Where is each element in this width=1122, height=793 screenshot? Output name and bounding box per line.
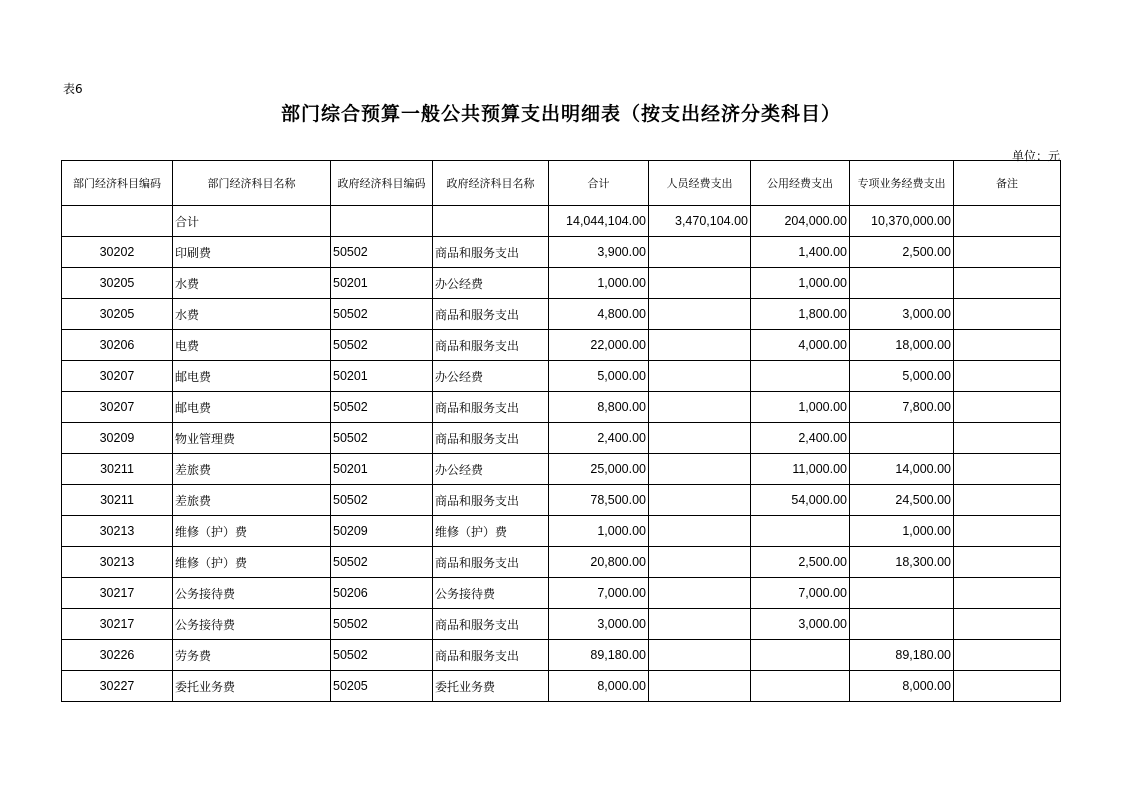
- special-cell: 10,370,000.00: [850, 206, 954, 237]
- remark-cell: [954, 299, 1061, 330]
- gov-name-cell: 商品和服务支出: [433, 640, 549, 671]
- gov-name-cell: 商品和服务支出: [433, 392, 549, 423]
- unit-label: 单位：元: [1011, 149, 1060, 163]
- gov-code-cell: 50502: [331, 485, 433, 516]
- gov-name-cell: 商品和服务支出: [433, 485, 549, 516]
- dept-code-cell: 30206: [62, 330, 173, 361]
- gov-name-cell: 办公经费: [433, 361, 549, 392]
- document-title: 部门综合预算一般公共预算支出明细表（按支出经济分类科目）: [280, 103, 841, 125]
- remark-cell: [954, 547, 1061, 578]
- gov-code-cell: 50201: [331, 454, 433, 485]
- gov-code-cell: 50502: [331, 609, 433, 640]
- public-cell: 204,000.00: [751, 206, 850, 237]
- dept-name-cell: 合计: [173, 206, 331, 237]
- header-remark: 备注: [954, 161, 1061, 206]
- table-row: [62, 423, 1061, 454]
- total-cell: 5,000.00: [549, 361, 649, 392]
- remark-cell: [954, 392, 1061, 423]
- dept-name-cell: 劳务费: [173, 640, 331, 671]
- total-row: [62, 206, 1061, 237]
- table-row: [62, 392, 1061, 423]
- table-body: [62, 206, 1061, 702]
- remark-cell: [954, 609, 1061, 640]
- gov-code-cell: 50209: [331, 516, 433, 547]
- dept-code-cell: 30226: [62, 640, 173, 671]
- dept-code-cell: 30227: [62, 671, 173, 702]
- special-cell: 24,500.00: [850, 485, 954, 516]
- gov-name-cell: 公务接待费: [433, 578, 549, 609]
- special-cell: 3,000.00: [850, 299, 954, 330]
- gov-code-cell: [331, 206, 433, 237]
- table-row: [62, 299, 1061, 330]
- dept-name-cell: 物业管理费: [173, 423, 331, 454]
- personnel-cell: [649, 578, 751, 609]
- remark-cell: [954, 330, 1061, 361]
- public-cell: 2,500.00: [751, 547, 850, 578]
- dept-code-cell: 30213: [62, 547, 173, 578]
- gov-code-cell: 50205: [331, 671, 433, 702]
- personnel-cell: [649, 361, 751, 392]
- remark-cell: [954, 423, 1061, 454]
- dept-code-cell: 30217: [62, 578, 173, 609]
- remark-cell: [954, 454, 1061, 485]
- total-cell: 8,000.00: [549, 671, 649, 702]
- dept-code-cell: [62, 206, 173, 237]
- dept-code-cell: 30217: [62, 609, 173, 640]
- header-gov-code: 政府经济科目编码: [331, 161, 433, 206]
- dept-code-cell: 30213: [62, 516, 173, 547]
- personnel-cell: [649, 268, 751, 299]
- special-cell: 18,000.00: [850, 330, 954, 361]
- public-cell: 3,000.00: [751, 609, 850, 640]
- gov-name-cell: 委托业务费: [433, 671, 549, 702]
- dept-code-cell: 30207: [62, 361, 173, 392]
- gov-name-cell: 商品和服务支出: [433, 299, 549, 330]
- gov-code-cell: 50502: [331, 640, 433, 671]
- header-public: 公用经费支出: [751, 161, 850, 206]
- header-total: 合计: [549, 161, 649, 206]
- public-cell: 4,000.00: [751, 330, 850, 361]
- dept-code-cell: 30211: [62, 485, 173, 516]
- public-cell: 11,000.00: [751, 454, 850, 485]
- table-number: 表6: [63, 82, 83, 96]
- remark-cell: [954, 578, 1061, 609]
- gov-code-cell: 50502: [331, 237, 433, 268]
- public-cell: 2,400.00: [751, 423, 850, 454]
- personnel-cell: [649, 299, 751, 330]
- dept-name-cell: 水费: [173, 268, 331, 299]
- gov-name-cell: 商品和服务支出: [433, 547, 549, 578]
- personnel-cell: [649, 392, 751, 423]
- remark-cell: [954, 485, 1061, 516]
- special-cell: [850, 609, 954, 640]
- total-cell: 8,800.00: [549, 392, 649, 423]
- gov-code-cell: 50502: [331, 392, 433, 423]
- remark-cell: [954, 206, 1061, 237]
- public-cell: [751, 671, 850, 702]
- table-row: [62, 547, 1061, 578]
- total-cell: 14,044,104.00: [549, 206, 649, 237]
- special-cell: 5,000.00: [850, 361, 954, 392]
- special-cell: [850, 423, 954, 454]
- public-cell: [751, 516, 850, 547]
- dept-name-cell: 维修（护）费: [173, 547, 331, 578]
- table-row: [62, 237, 1061, 268]
- public-cell: 7,000.00: [751, 578, 850, 609]
- dept-code-cell: 30202: [62, 237, 173, 268]
- remark-cell: [954, 268, 1061, 299]
- dept-name-cell: 印刷费: [173, 237, 331, 268]
- personnel-cell: [649, 485, 751, 516]
- remark-cell: [954, 640, 1061, 671]
- total-cell: 4,800.00: [549, 299, 649, 330]
- dept-name-cell: 差旅费: [173, 454, 331, 485]
- dept-code-cell: 30205: [62, 299, 173, 330]
- header-gov-name: 政府经济科目名称: [433, 161, 549, 206]
- dept-name-cell: 维修（护）费: [173, 516, 331, 547]
- special-cell: 7,800.00: [850, 392, 954, 423]
- total-cell: 25,000.00: [549, 454, 649, 485]
- personnel-cell: [649, 671, 751, 702]
- table-row: [62, 454, 1061, 485]
- table-row: [62, 640, 1061, 671]
- table-row: [62, 516, 1061, 547]
- gov-code-cell: 50502: [331, 423, 433, 454]
- table-row: [62, 268, 1061, 299]
- public-cell: 1,800.00: [751, 299, 850, 330]
- personnel-cell: [649, 640, 751, 671]
- personnel-cell: [649, 609, 751, 640]
- gov-code-cell: 50502: [331, 299, 433, 330]
- table-row: [62, 330, 1061, 361]
- total-cell: 1,000.00: [549, 516, 649, 547]
- gov-code-cell: 50201: [331, 268, 433, 299]
- dept-name-cell: 邮电费: [173, 361, 331, 392]
- gov-name-cell: 商品和服务支出: [433, 423, 549, 454]
- gov-name-cell: 维修（护）费: [433, 516, 549, 547]
- gov-name-cell: 办公经费: [433, 454, 549, 485]
- dept-code-cell: 30207: [62, 392, 173, 423]
- gov-name-cell: 商品和服务支出: [433, 237, 549, 268]
- dept-code-cell: 30211: [62, 454, 173, 485]
- dept-name-cell: 邮电费: [173, 392, 331, 423]
- dept-name-cell: 公务接待费: [173, 609, 331, 640]
- special-cell: 14,000.00: [850, 454, 954, 485]
- gov-code-cell: 50502: [331, 330, 433, 361]
- dept-code-cell: 30205: [62, 268, 173, 299]
- total-cell: 7,000.00: [549, 578, 649, 609]
- gov-name-cell: 办公经费: [433, 268, 549, 299]
- public-cell: [751, 361, 850, 392]
- public-cell: 1,000.00: [751, 268, 850, 299]
- personnel-cell: [649, 330, 751, 361]
- header-dept-name: 部门经济科目名称: [173, 161, 331, 206]
- gov-code-cell: 50201: [331, 361, 433, 392]
- header-dept-code: 部门经济科目编码: [62, 161, 173, 206]
- dept-code-cell: 30209: [62, 423, 173, 454]
- remark-cell: [954, 237, 1061, 268]
- total-cell: 3,900.00: [549, 237, 649, 268]
- total-cell: 1,000.00: [549, 268, 649, 299]
- remark-cell: [954, 361, 1061, 392]
- gov-name-cell: 商品和服务支出: [433, 609, 549, 640]
- table-row: [62, 361, 1061, 392]
- total-cell: 3,000.00: [549, 609, 649, 640]
- personnel-cell: [649, 547, 751, 578]
- gov-name-cell: 商品和服务支出: [433, 330, 549, 361]
- header-row: [62, 161, 1061, 206]
- special-cell: [850, 268, 954, 299]
- dept-name-cell: 公务接待费: [173, 578, 331, 609]
- public-cell: 54,000.00: [751, 485, 850, 516]
- gov-code-cell: 50502: [331, 547, 433, 578]
- special-cell: [850, 578, 954, 609]
- header-personnel: 人员经费支出: [649, 161, 751, 206]
- special-cell: 18,300.00: [850, 547, 954, 578]
- gov-name-cell: [433, 206, 549, 237]
- remark-cell: [954, 671, 1061, 702]
- budget-table: [61, 160, 1061, 702]
- table-row: [62, 671, 1061, 702]
- personnel-cell: [649, 454, 751, 485]
- dept-name-cell: 电费: [173, 330, 331, 361]
- remark-cell: [954, 516, 1061, 547]
- special-cell: 2,500.00: [850, 237, 954, 268]
- public-cell: [751, 640, 850, 671]
- personnel-cell: 3,470,104.00: [649, 206, 751, 237]
- table-row: [62, 485, 1061, 516]
- personnel-cell: [649, 237, 751, 268]
- table-row: [62, 578, 1061, 609]
- total-cell: 78,500.00: [549, 485, 649, 516]
- total-cell: 89,180.00: [549, 640, 649, 671]
- total-cell: 2,400.00: [549, 423, 649, 454]
- header-special: 专项业务经费支出: [850, 161, 954, 206]
- special-cell: 89,180.00: [850, 640, 954, 671]
- dept-name-cell: 水费: [173, 299, 331, 330]
- dept-name-cell: 差旅费: [173, 485, 331, 516]
- public-cell: 1,400.00: [751, 237, 850, 268]
- total-cell: 20,800.00: [549, 547, 649, 578]
- gov-code-cell: 50206: [331, 578, 433, 609]
- personnel-cell: [649, 516, 751, 547]
- special-cell: 8,000.00: [850, 671, 954, 702]
- special-cell: 1,000.00: [850, 516, 954, 547]
- public-cell: 1,000.00: [751, 392, 850, 423]
- dept-name-cell: 委托业务费: [173, 671, 331, 702]
- total-cell: 22,000.00: [549, 330, 649, 361]
- personnel-cell: [649, 423, 751, 454]
- table-row: [62, 609, 1061, 640]
